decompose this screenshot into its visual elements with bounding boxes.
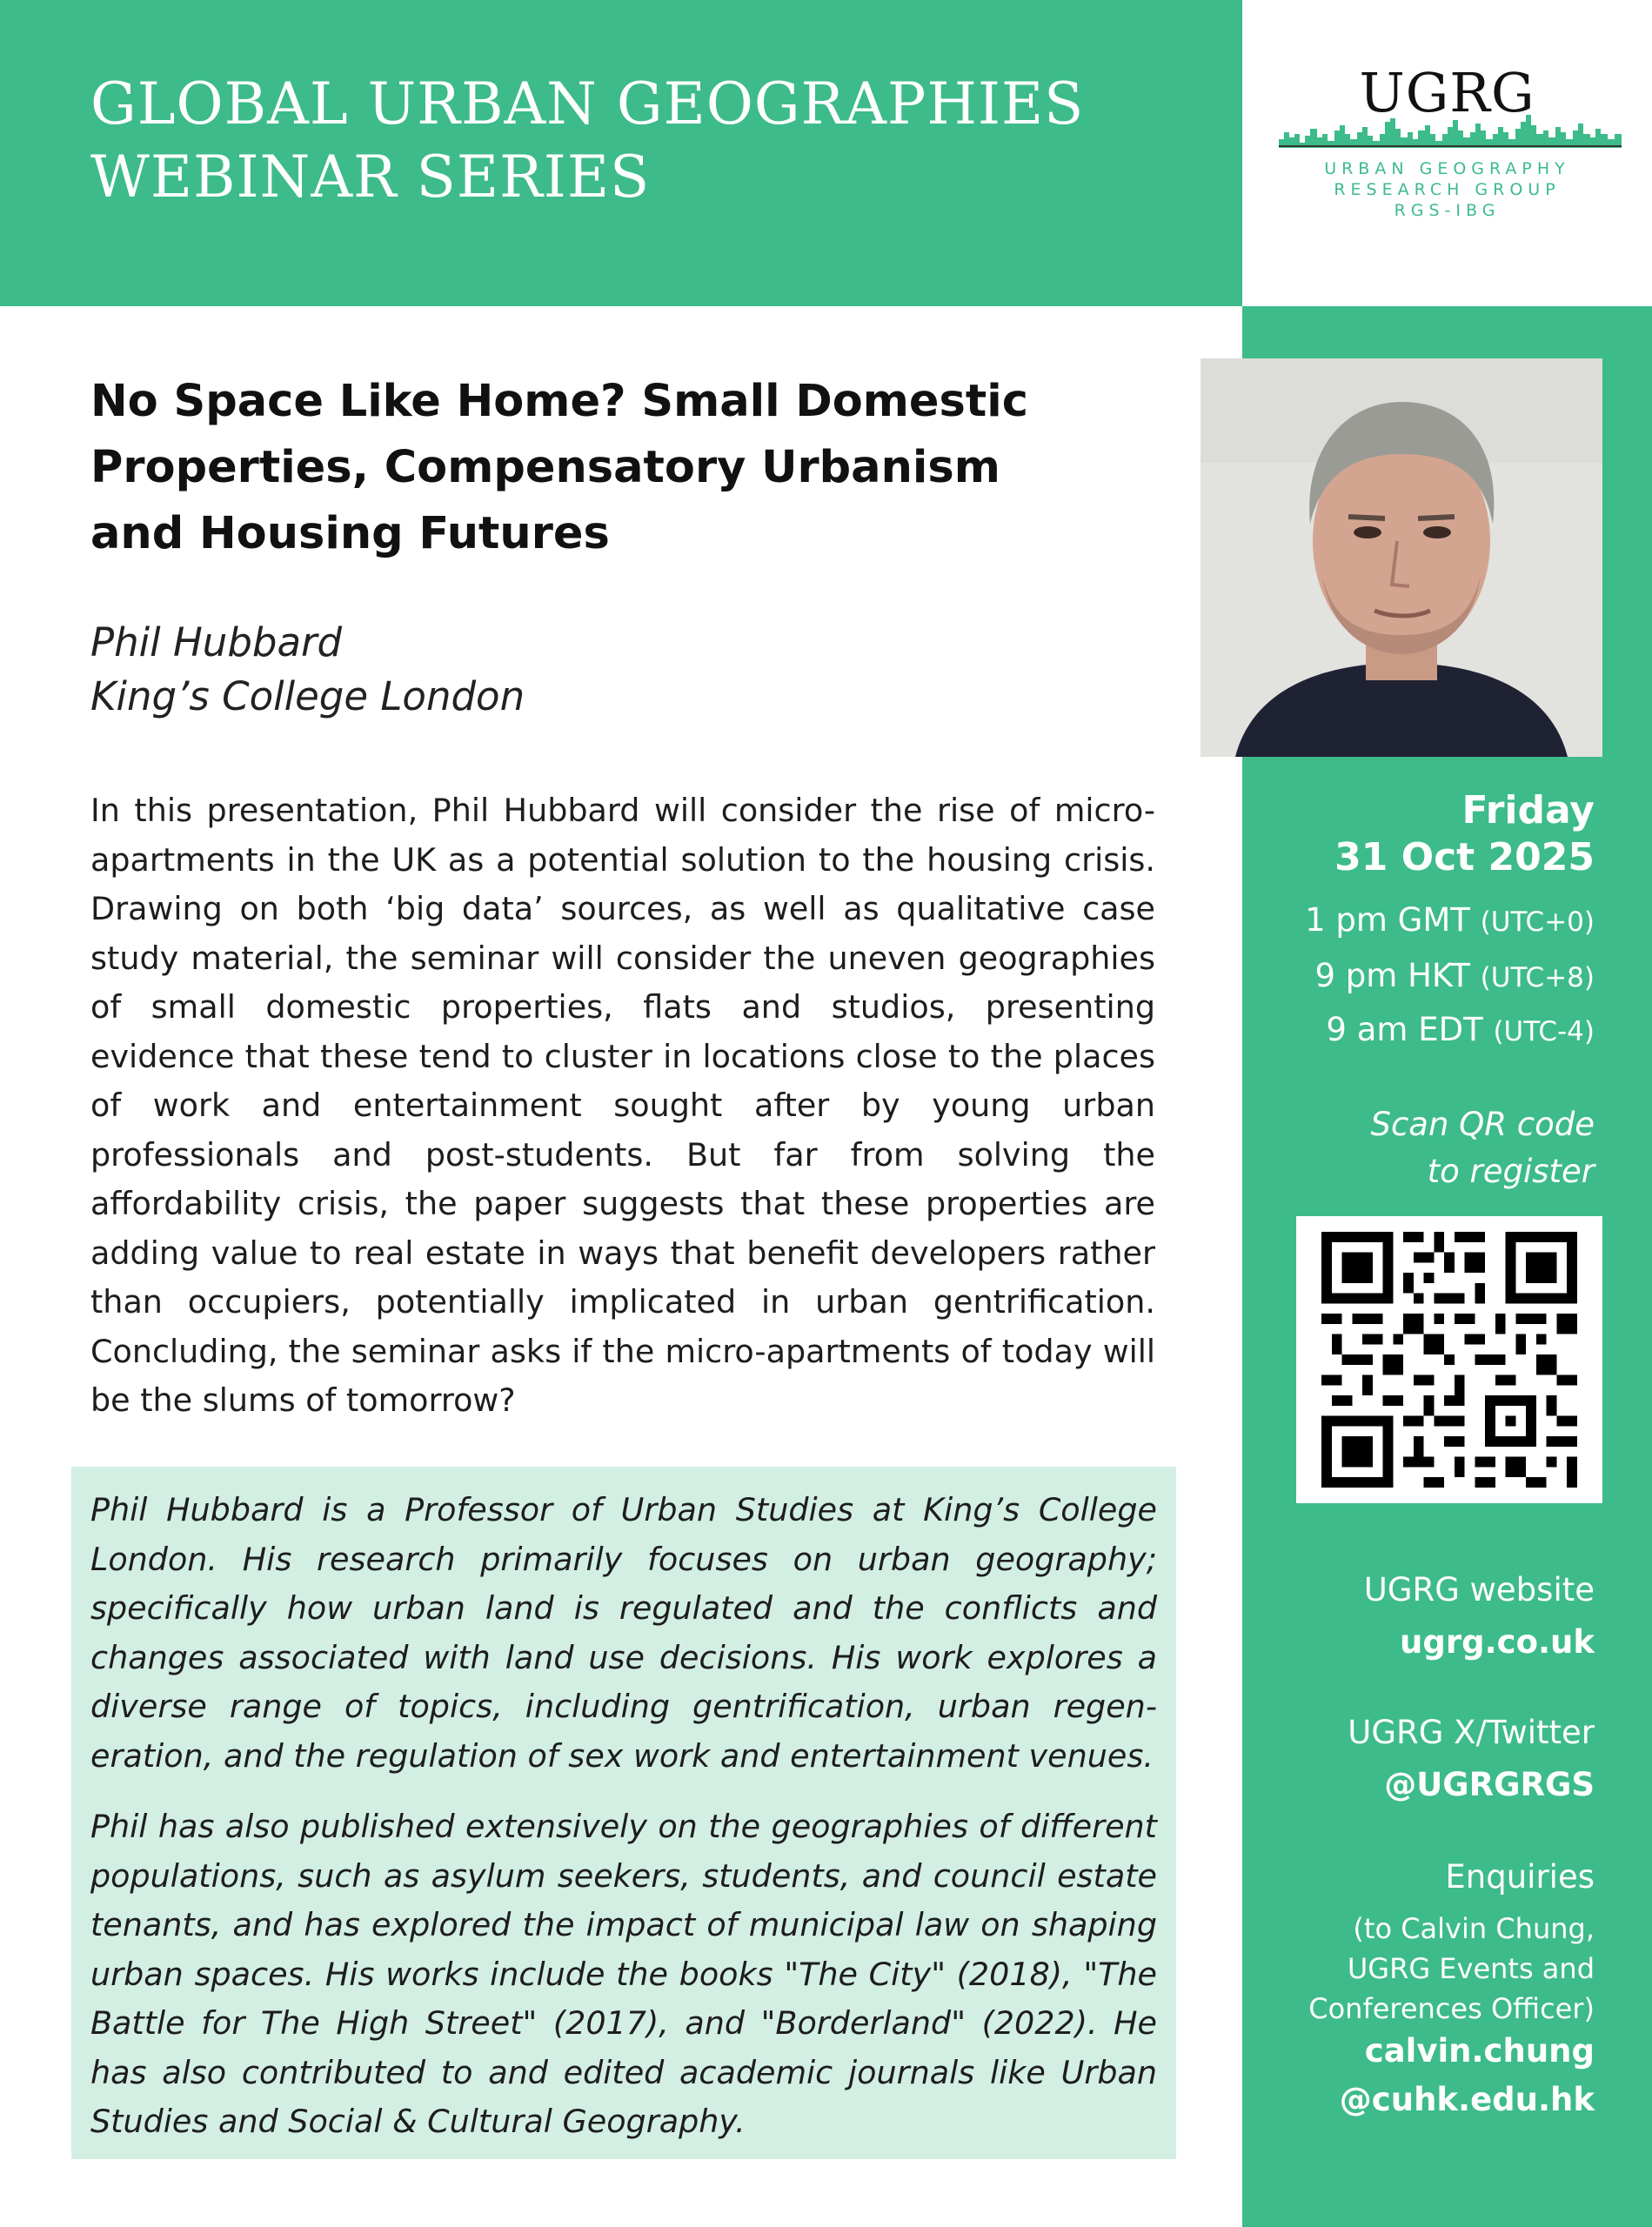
scan-line1: Scan QR code bbox=[1370, 1106, 1595, 1143]
enquiries-note-line2: UGRG Events and bbox=[1347, 1952, 1595, 1985]
logo-acronym: UGRG bbox=[1359, 61, 1535, 124]
event-day: Friday bbox=[1461, 788, 1595, 833]
speaker-portrait-icon bbox=[1201, 358, 1602, 757]
speaker-name: Phil Hubbard bbox=[90, 619, 343, 665]
event-time-edt bbox=[1229, 1011, 1595, 1048]
enquiries-email[interactable] bbox=[1229, 2027, 1595, 2124]
twitter-handle[interactable]: @UGRGRGS bbox=[1384, 1766, 1595, 1803]
enquiries-note-line3: Conferences Officer) bbox=[1308, 1992, 1595, 2025]
time-value: 9 am EDT bbox=[1326, 1011, 1483, 1048]
time-offset: (UTC+8) bbox=[1480, 962, 1595, 993]
header-banner bbox=[0, 0, 1242, 306]
event-time-gmt bbox=[1229, 901, 1595, 939]
time-offset: (UTC+0) bbox=[1480, 906, 1595, 938]
time-value: 9 pm HKT bbox=[1314, 957, 1470, 994]
registration-qr-code[interactable] bbox=[1296, 1216, 1602, 1503]
enquiries-note-line1: (to Calvin Chung, bbox=[1353, 1912, 1595, 1945]
enquiries-label: Enquiries bbox=[1445, 1858, 1595, 1896]
series-title-line2: WEBINAR SERIES bbox=[90, 144, 651, 211]
logo-divider bbox=[1279, 145, 1622, 147]
twitter-label: UGRG X/Twitter bbox=[1348, 1714, 1595, 1751]
logo-subtitle-line2: RESEARCH GROUP bbox=[1334, 180, 1561, 199]
ugrg-logo bbox=[1242, 0, 1652, 306]
speaker-bio-box bbox=[71, 1467, 1176, 2159]
scan-line2: to register bbox=[1427, 1153, 1595, 1190]
event-time-hkt bbox=[1229, 957, 1595, 994]
website-label: UGRG website bbox=[1363, 1571, 1595, 1608]
talk-title-line2: Properties, Compensatory Urbanism bbox=[90, 442, 1000, 493]
talk-title bbox=[90, 369, 1100, 567]
series-title bbox=[90, 68, 1178, 214]
scan-instruction bbox=[1229, 1101, 1595, 1195]
website-link[interactable]: ugrg.co.uk bbox=[1400, 1623, 1595, 1661]
series-title-line1: GLOBAL URBAN GEOGRAPHIES bbox=[90, 70, 1085, 137]
email-line1[interactable]: calvin.chung bbox=[1364, 2032, 1595, 2070]
talk-title-line3: and Housing Futures bbox=[90, 508, 610, 559]
bio-paragraph-1: Phil Hubbard is a Professor of Urban Studies at King’s College London. His research primarily focuses on urban geography; specifically how urban land is regulated and the conflicts and changes associated with land use decisions. His work explores a diverse range of topics, including gentrification, urban regen-eration, and the regulation of sex work and entertainment venues. bbox=[90, 1491, 1157, 1775]
time-value: 1 pm GMT bbox=[1305, 901, 1470, 939]
logo-subtitle bbox=[1242, 158, 1652, 221]
bio-paragraph-2: Phil has also published extensively on the geographies of different populations, such as asylum seekers, students, and council estate tenants, and has explored the impact of municipal law on shaping urban spaces. His works include the books "The City" (2018), "The Battle for The High Street" (2017), and "Borderland" (2022). He has also contributed to and edited academic journals like Urban Studies and Social & Cultural Geography. bbox=[90, 1808, 1157, 2140]
event-date: 31 Oct 2025 bbox=[1334, 835, 1595, 879]
time-offset: (UTC-4) bbox=[1493, 1016, 1595, 1047]
speaker-photo bbox=[1201, 358, 1602, 757]
talk-title-line1: No Space Like Home? Small Domestic bbox=[90, 376, 1028, 427]
logo-subtitle-line3: RGS-IBG bbox=[1394, 201, 1501, 220]
email-line2[interactable]: @cuhk.edu.hk bbox=[1339, 2081, 1595, 2118]
enquiries-note bbox=[1229, 1909, 1595, 2029]
speaker-affiliation: King’s College London bbox=[90, 673, 525, 719]
talk-abstract: In this presentation, Phil Hubbard will consider the rise of micro-apartments in the UK as a potential solution to the housing crisis. Drawing on both ‘big data’ sources, as well as qualitative case study material, the seminar will consider the uneven geographies of small domestic properties, flats and studios, presenting evidence that these tend to cluster in locations close to the places of work and entertainment sought after by young urban professionals and post-students. But far from solving the affordability crisis, the paper suggests that these properties are adding value to real estate in ways that benefit developers rather than occupiers, potentially implicated in urban gentrification. Concluding, the seminar asks if the micro-apartments of today will be the slums of tomorrow? bbox=[90, 792, 1155, 1419]
logo-subtitle-line1: URBAN GEOGRAPHY bbox=[1324, 159, 1570, 178]
skyline-icon bbox=[1279, 108, 1622, 148]
qr-code-icon[interactable] bbox=[1321, 1232, 1577, 1488]
